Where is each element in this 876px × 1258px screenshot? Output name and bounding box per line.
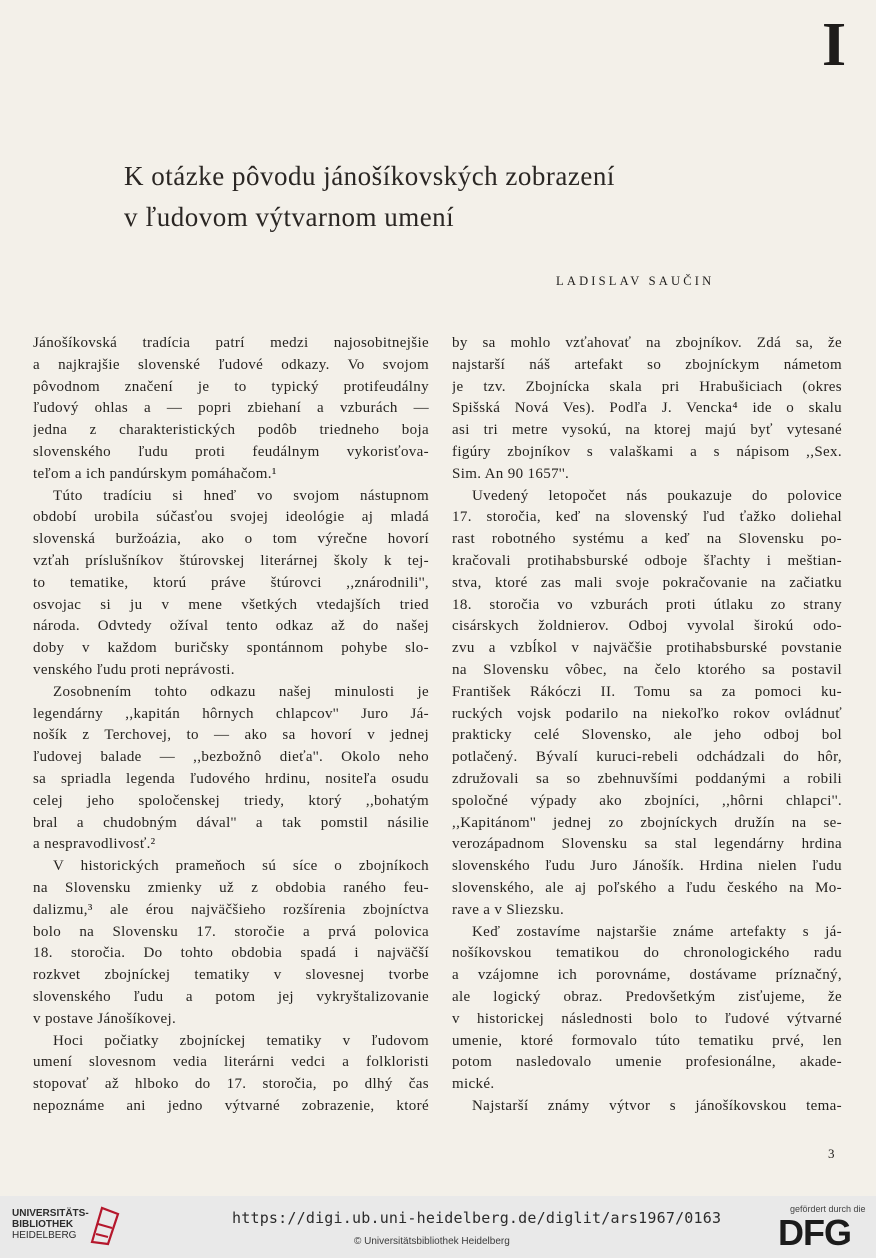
right-line: je tzv. Zbojnícka skala pri Hrabušiciach (okres — [452, 378, 842, 395]
right-line: 18. storočia vo vzburách proti útlaku zo strany — [452, 596, 842, 613]
left-line: rozkvet zbojníckej tematiky v slovesnej tvorbe — [33, 967, 429, 984]
left-line: slovenská buržoázia, ako o tom výrečne hovorí — [33, 531, 429, 548]
library-logo-text[interactable] — [12, 1208, 89, 1241]
left-line: Zosobnením tohto odkazu našej minulosti je — [53, 683, 429, 700]
left-line: V historických prameňoch sú síce o zbojníkoch — [53, 858, 429, 875]
right-line: by sa mohlo vzťahovať na zbojníkov. Zdá sa, že — [452, 335, 842, 351]
permalink-url[interactable]: https://digi.ub.uni-heidelberg.de/diglit/ars1967/0163 — [232, 1209, 722, 1227]
left-line: Hoci počiatky zbojníckej tematiky v ľudovom — [53, 1032, 429, 1049]
left-line: ľudový ohlas a — popri zbiehaní a vzburách — — [33, 400, 429, 417]
left-line: osvojac si ju v mene všetkých vtedajších tried — [33, 596, 429, 613]
right-line: slovenského ľudu Juro Jánošík. Hrdina nielen ľudu — [452, 858, 842, 875]
right-line: umenie, ktoré formovalo túto tematiku prvé, len — [452, 1032, 842, 1049]
right-line: 17. storočia, keď na slovenský ľud ťažko doliehal — [452, 509, 842, 526]
page-number: 3 — [828, 1146, 835, 1161]
left-line: to tematike, ktorú práve štúrovci ,,znárodnili'', — [33, 574, 429, 591]
library-line-3: HEIDELBERG — [12, 1230, 77, 1241]
right-line: potlačený. Bývalí kuruci-rebeli odchádzali do hôr, — [452, 749, 842, 766]
right-line: nošíkovskou tematikou do chronologického radu — [452, 945, 842, 962]
left-line: teľom a ich pandúrskym pomáhačom.¹ — [33, 465, 277, 482]
left-line: pôvodnom značení je to typický protifeudálny — [33, 378, 429, 395]
right-line: rast robotného systému a keď na Slovensku po- — [452, 531, 842, 548]
dfg-logo[interactable]: DFG — [778, 1212, 851, 1253]
right-line: potom nasledovalo umenie profesionálne, akade- — [452, 1054, 842, 1071]
right-line: Keď zostavíme najstaršie známe artefakty s já- — [472, 923, 842, 940]
right-line: prakticky celé Slovensko, ale jeho odboj bol — [452, 727, 842, 744]
funded-by-text: gefördert durch die — [790, 1204, 866, 1214]
left-line: ľudovej balade — ,,bezbožnô dieťa''. Okolo neho — [33, 749, 429, 766]
footer-bar — [0, 1196, 876, 1258]
right-line: Spišská Nová Ves). Podľa J. Vencka⁴ ide o skalu — [452, 400, 842, 417]
left-line: nepoznáme ani jedno výtvarné zobrazenie, ktoré — [33, 1097, 429, 1114]
right-line: ruckých vojsk podarilo na niekoľko rokov ovládnuť — [452, 705, 842, 722]
left-column — [33, 333, 429, 1118]
left-line: jedna z charakteristických podôb triedneho boja — [33, 422, 429, 439]
right-line: ,,Kapitánom'' jednej zo zbojníckych družín na se- — [452, 814, 842, 831]
right-line: mické. — [452, 1076, 495, 1093]
author-name: LADISLAV SAUČIN — [556, 274, 715, 288]
left-line: legendárny ,,kapitán hôrnych chlapcov'' Juro Já- — [33, 705, 429, 722]
left-line: v postave Jánošíkovej. — [33, 1010, 177, 1027]
right-line: Najstarší známy výtvor s jánošíkovskou tema- — [472, 1097, 842, 1114]
title-line-2: v ľudovom výtvarnom umení — [124, 202, 455, 232]
right-line: asi tri metre vysokú, na ktorej majú byť vytesané — [452, 422, 842, 439]
library-line-1: UNIVERSITÄTS- — [12, 1208, 89, 1219]
left-line: Túto tradíciu si hneď vo svojom nástupnom — [53, 487, 429, 504]
left-line: stopovať až hlboko do 17. storočia, po dlhý čas — [33, 1076, 429, 1093]
left-line: vzťah príslušníkov štúrovskej literárnej školy k tej- — [33, 552, 429, 569]
right-line: kračovali protihabsburské odboje šľachty i meštian- — [452, 552, 842, 569]
right-line: najstarší náš artefakt so zbojníckym námetom — [452, 356, 842, 373]
right-line: zvu a vzbĺkol v najväčšie protihabsburské povstanie — [452, 640, 842, 657]
left-line: a nespravodlivosť.² — [33, 836, 156, 853]
right-line: rave a v Sliezsku. — [452, 901, 565, 918]
left-line: a najkrajšie slovenské ľudové odkazy. Vo svojom — [33, 356, 429, 373]
left-line: na Slovensku zmienky už z obdobia raného feu- — [33, 879, 429, 896]
left-line: sa spriadla legenda ľudového hrdinu, nositeľa osudu — [33, 770, 429, 787]
left-line: bral a chudobným dával'' a tak pomstil násilie — [33, 814, 429, 831]
left-line: národa. Odvtedy ožíval tento odkaz až do našej — [33, 618, 429, 635]
left-line: bolo na Slovensku 17. storočie a prvá polovica — [33, 923, 429, 940]
right-line: spoločné výpady ako zbojníci, ,,hôrni chlapci''. — [452, 792, 842, 809]
left-line: venského ľudu proti neprávosti. — [33, 661, 235, 678]
right-line: slovenského, ale aj poľského a ľudu českého na Mo- — [452, 879, 842, 896]
left-line: nošík z Terchovej, to — ako sa hovorí v jednej — [33, 727, 429, 744]
right-line: stva, ktoré zas mali svoje pokračovanie na začiatku — [452, 574, 842, 591]
left-line: Jánošíkovská tradícia patrí medzi najosobitnejšie — [33, 335, 429, 351]
left-line: slovenského ľudu a potom jej vykryštalizovanie — [33, 988, 429, 1005]
left-line: doby v každom buričsky spontánnom pohybe slo- — [33, 640, 429, 657]
right-column — [452, 333, 842, 1118]
left-line: dalizmu,³ ale érou najväčšieho rozšírenia zbojníctva — [33, 901, 429, 918]
right-line: cisárskych žoldnierov. Odboj vyvolal širokú odo- — [452, 618, 842, 635]
right-line: na Slovensku vôbec, na čelo ktorého sa postavil — [452, 661, 842, 678]
right-line: Uvedený letopočet nás poukazuje do polovice — [472, 487, 842, 504]
right-line: a vzájomne ich porovnáme, dostávame príznačný, — [452, 967, 842, 984]
left-line: celej jeho spoločenskej triedy, ktorý ,,bohatým — [33, 792, 429, 809]
right-line: verozápadnom Slovensku sa stal legendárny hrdina — [452, 836, 842, 853]
left-line: 18. storočia. Do tohto obdobia spadá i najväčší — [33, 945, 429, 962]
left-line: slovenského ľudu proti feudálnym vykorisťova- — [33, 443, 429, 460]
left-line: období urobila súčasťou svojej ideológie aj mladá — [33, 509, 429, 526]
library-emblem-icon — [88, 1204, 122, 1246]
right-line: ale logický obraz. Predovšetkým zisťujeme, že — [452, 988, 842, 1005]
right-line: František Rákóczi II. Tomu sa za pomoci ku- — [452, 683, 842, 700]
left-line: umení slovesnom vedia literárni vedci a folkloristi — [33, 1054, 429, 1071]
section-numeral: I — [822, 11, 847, 79]
right-line: Sim. An 90 1657''. — [452, 465, 570, 482]
library-line-2: BIBLIOTHEK — [12, 1219, 74, 1230]
copyright-notice: © Universitätsbibliothek Heidelberg — [354, 1236, 510, 1247]
right-line: figúry zbojníkov s valaškami a s nápisom ,,Sex. — [452, 443, 842, 460]
right-line: v historickej následnosti bolo to ľudové výtvarné — [452, 1010, 842, 1027]
title-line-1: K otázke pôvodu jánošíkovských zobrazení — [124, 161, 615, 191]
article-title — [124, 156, 764, 238]
right-line: združovali sa so zbehnuvšími poddanými a robili — [452, 770, 842, 787]
